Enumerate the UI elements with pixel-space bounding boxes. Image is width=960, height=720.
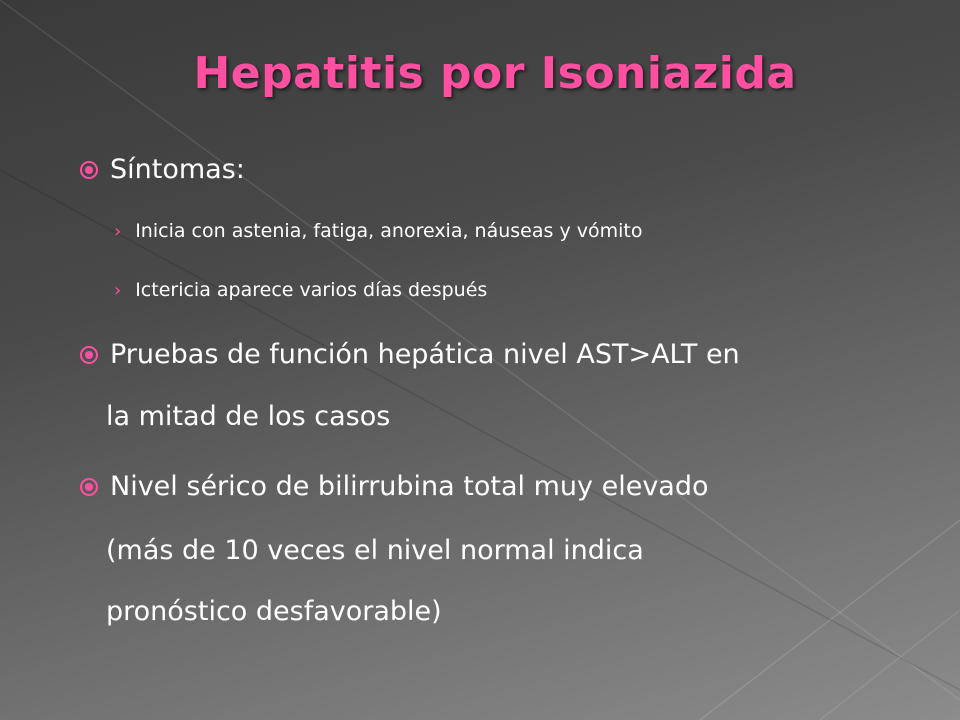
- chevron-right-icon: ›: [114, 221, 122, 242]
- sub-bullet-text: Ictericia aparece varios días después: [135, 279, 488, 301]
- bullet-text: Pruebas de función hepática nivel AST>ALT en: [110, 339, 740, 370]
- bullet-continuation-text: pronóstico desfavorable): [106, 596, 442, 627]
- bullet-text: Nivel sérico de bilirrubina total muy elevado: [110, 471, 709, 502]
- bullet-item-bilirrubina: [80, 473, 709, 500]
- circle-bullet-icon: [80, 478, 98, 496]
- slide-title: Hepatitis por Isoniazida: [193, 48, 797, 99]
- bullet-item-pruebas: [80, 341, 740, 368]
- bullet-continuation-text: la mitad de los casos: [106, 401, 391, 432]
- circle-bullet-icon: [80, 346, 98, 364]
- bullet-continuation-text: (más de 10 veces el nivel normal indica: [106, 535, 644, 566]
- circle-bullet-icon: [80, 161, 98, 179]
- sub-bullet-text: Inicia con astenia, fatiga, anorexia, náuseas y vómito: [135, 220, 643, 242]
- bullet-text: Síntomas:: [110, 154, 245, 185]
- chevron-right-icon: ›: [114, 280, 122, 301]
- sub-bullet-item: [114, 279, 487, 301]
- bullet-item-sintomas: [80, 156, 245, 183]
- sub-bullet-item: [114, 220, 642, 242]
